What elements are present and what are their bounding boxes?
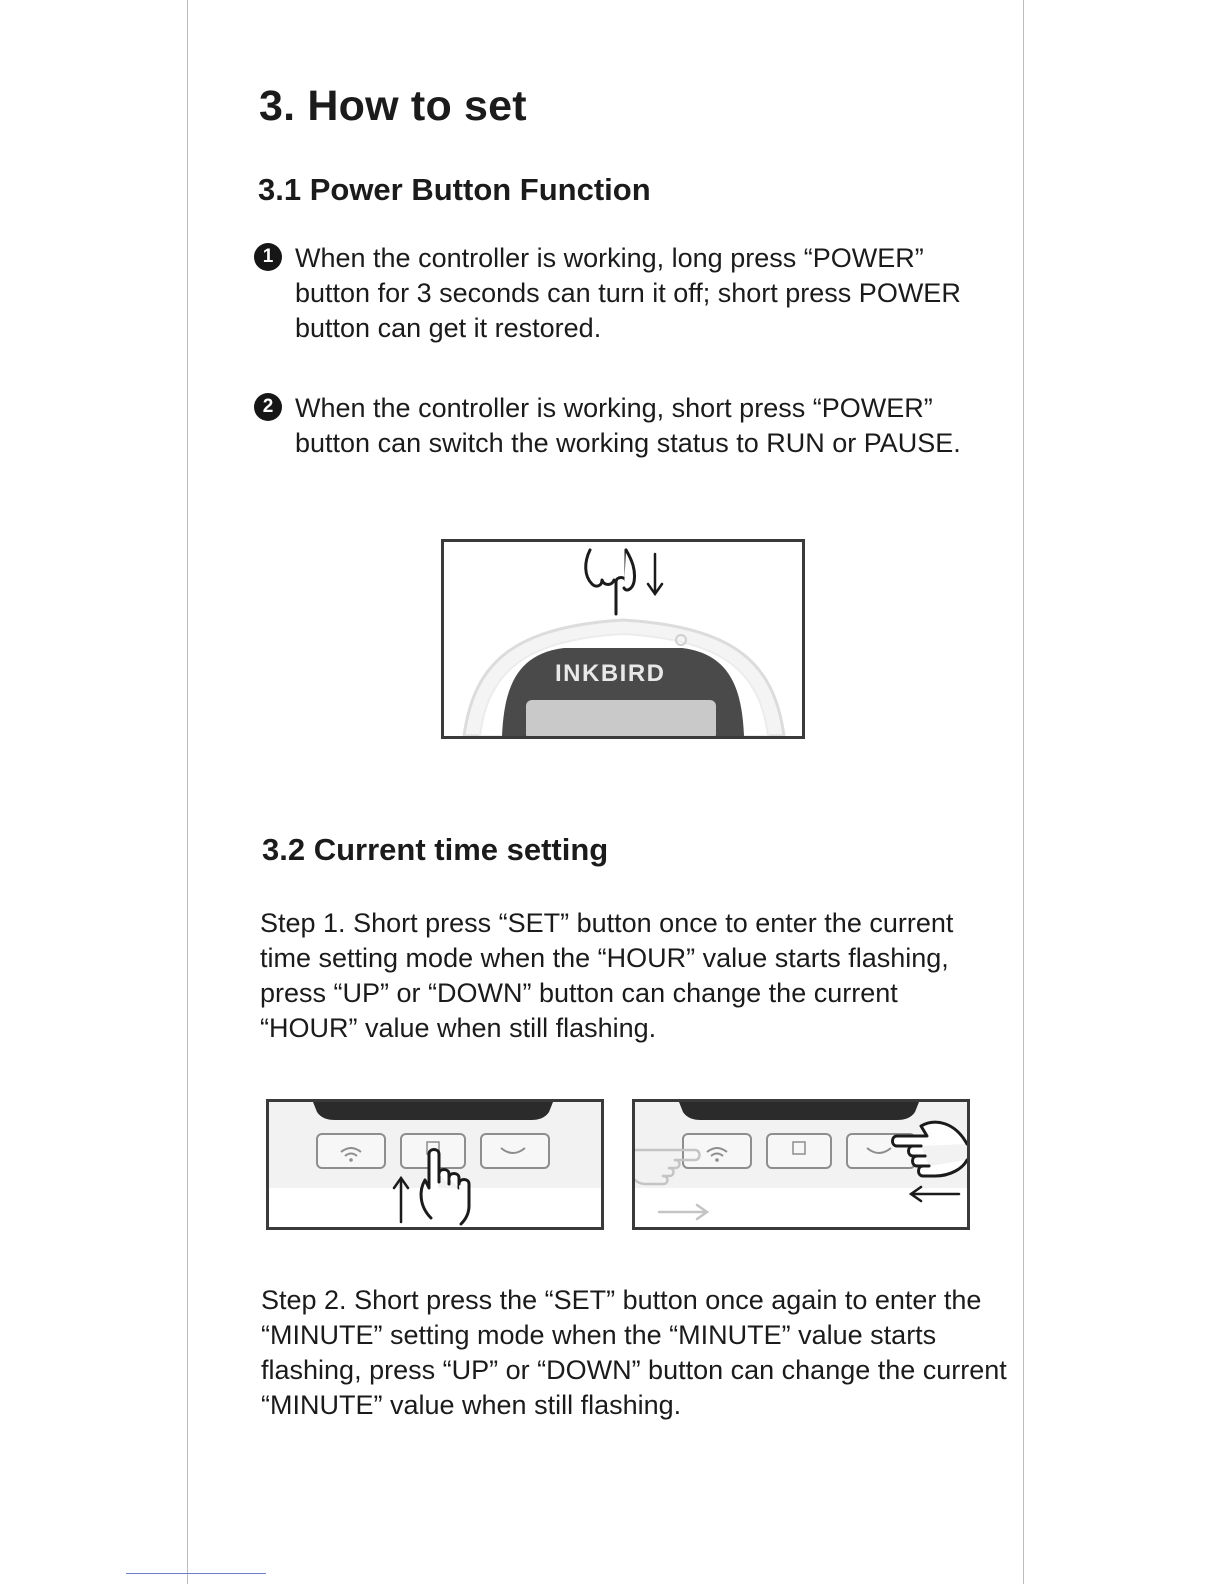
item-text: When the controller is working, long press “POWER” button for 3 seconds can turn it off; short press POWER button can get it restored. (295, 243, 961, 343)
list-item (254, 241, 994, 346)
page-margin-left-line (187, 0, 188, 1584)
step-1-text: Step 1. Short press “SET” button once to enter the current time setting mode when the “HOUR” value starts flashing, press “UP” or “DOWN” button can change the current “HOUR” value when still flashing. (260, 908, 954, 1043)
section-title-time-setting: 3.2 Current time setting (262, 832, 609, 867)
item-text: When the controller is working, short press “POWER” button can switch the working status to RUN or PAUSE. (295, 393, 961, 458)
step-2-text: Step 2. Short press the “SET” button once again to enter the “MINUTE” setting mode when the “MINUTE” value starts flashing, press “UP” or “DOWN” button can change the current “MINUTE” value when still flashing. (261, 1285, 1007, 1420)
button-row-illustration (635, 1102, 967, 1227)
arrow-down-icon (648, 554, 662, 594)
page-heading: 3. How to set (259, 82, 527, 130)
brand-logo: INKBIRD (555, 660, 666, 687)
footer-link-underline (126, 1573, 266, 1574)
figure-up-down-button-press (632, 1099, 970, 1230)
figure-set-button-press (266, 1099, 604, 1230)
section-title-power-button: 3.1 Power Button Function (258, 172, 651, 207)
list-item (254, 391, 994, 461)
figure-power-button-press (441, 539, 805, 739)
down-button (481, 1134, 549, 1168)
page-margin-right-line (1023, 0, 1024, 1584)
set-button (767, 1134, 831, 1168)
number-badge-1: 1 (254, 243, 282, 271)
number-badge-2: 2 (254, 393, 282, 421)
hand-pointer-icon (586, 550, 635, 614)
up-button (317, 1134, 385, 1168)
button-row-illustration (269, 1102, 601, 1227)
controller-top-illustration (444, 542, 802, 736)
